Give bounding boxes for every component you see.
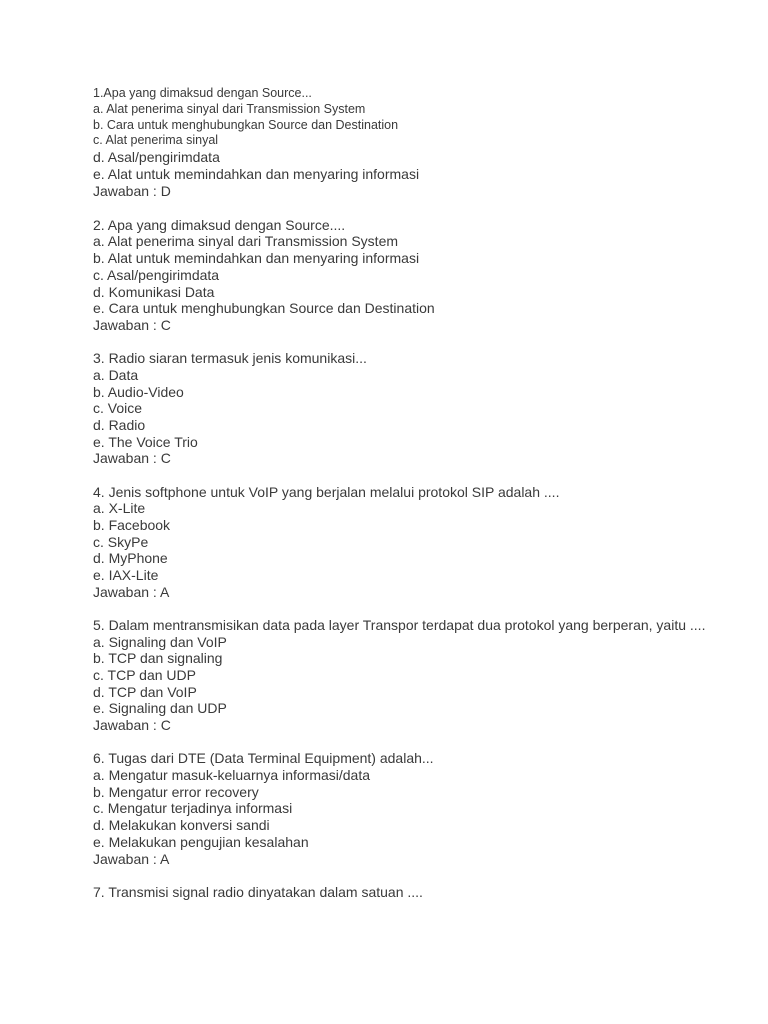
option-c: c. SkyPe [93,533,149,550]
option-a: a. Alat penerima sinyal dari Transmission System [93,101,366,116]
option-c: c. Alat penerima sinyal [93,133,219,148]
option-d: d. Komunikasi Data [93,283,215,300]
option-c: c. Mengatur terjadinya informasi [93,800,293,817]
question-block-4 [93,484,753,601]
answer-text: Jawaban : A [93,850,170,867]
question-block-3 [93,350,753,467]
option-e: e. IAX-Lite [93,567,159,584]
option-b: b. TCP dan signaling [93,650,223,667]
option-e: e. Melakukan pengujian kesalahan [93,833,309,850]
option-d: d. MyPhone [93,550,168,567]
option-c: c. Asal/pengirimdata [93,266,220,283]
question-text: 6. Tugas dari DTE (Data Terminal Equipment) adalah... [93,750,434,767]
question-text: 4. Jenis softphone untuk VoIP yang berjalan melalui protokol SIP adalah .... [93,483,560,500]
question-text: 3. Radio siaran termasuk jenis komunikasi... [93,350,367,367]
option-c: c. Voice [93,400,143,417]
option-a: a. Alat penerima sinyal dari Transmission System [93,233,399,250]
option-c: c. TCP dan UDP [93,667,196,684]
option-d: d. Asal/pengirimdata [93,149,220,166]
option-d: d. TCP dan VoIP [93,683,197,700]
answer-text: Jawaban : C [93,717,171,734]
question-text: 1.Apa yang dimaksud dengan Source... [93,86,312,100]
option-d: d. Radio [93,416,146,433]
option-b: b. Mengatur error recovery [93,783,259,800]
question-block-6 [93,750,753,867]
question-block-1 [93,86,753,200]
option-a: a. Mengatur masuk-keluarnya informasi/data [93,767,371,784]
option-a: a. X-Lite [93,500,146,517]
option-e: e. The Voice Trio [93,433,198,450]
question-text: 7. Transmisi signal radio dinyatakan dalam satuan .... [93,883,423,900]
answer-text: Jawaban : A [93,583,170,600]
question-text: 5. Dalam mentransmisikan data pada layer Transpor terdapat dua protokol yang berperan, yaitu .... [93,616,706,633]
option-e: e. Cara untuk menghubungkan Source dan Destination [93,300,435,317]
option-a: a. Signaling dan VoIP [93,633,227,650]
question-block-7 [93,884,753,901]
option-d: d. Melakukan konversi sandi [93,817,270,834]
question-block-2 [93,217,753,334]
answer-text: Jawaban : D [93,183,171,200]
option-b: b. Audio-Video [93,383,184,400]
answer-text: Jawaban : C [93,450,171,467]
option-e: e. Alat untuk memindahkan dan menyaring informasi [93,166,420,183]
question-text: 2. Apa yang dimaksud dengan Source.... [93,216,346,233]
quiz-document [93,86,753,917]
option-a: a. Data [93,366,139,383]
option-b: b. Cara untuk menghubungkan Source dan Destination [93,117,399,132]
option-e: e. Signaling dan UDP [93,700,227,717]
option-b: b. Facebook [93,516,171,533]
question-block-5 [93,617,753,734]
option-b: b. Alat untuk memindahkan dan menyaring informasi [93,250,420,267]
answer-text: Jawaban : C [93,316,171,333]
